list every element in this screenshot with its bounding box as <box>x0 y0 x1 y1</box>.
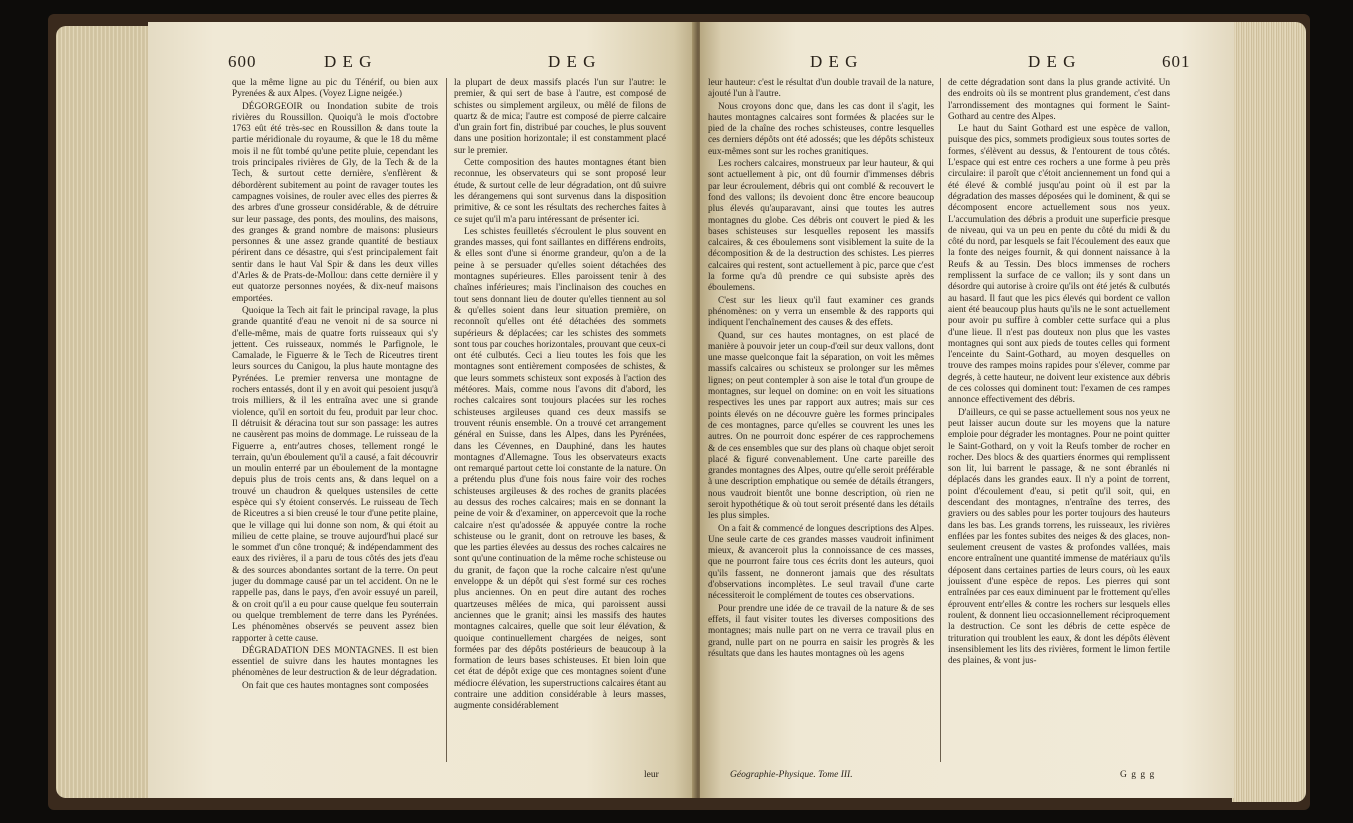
paragraph: On a fait & commencé de longues descriptions des Alpes. Une seule carte de ces grandes masses vaudroit infiniment mieux, & avanceroit plus la connoissance de ces masses, que ne pourront faire tous ces écrits dont les auteurs, quoi qu'ils fassent, ne donneront jamais que des résultats d'observations incomplètes. Le seul travail d'une carte nécessiteroit le complément de toutes ces observations. <box>708 523 934 602</box>
column-rule <box>940 78 941 762</box>
paragraph: On fait que ces hautes montagnes sont composées <box>242 680 429 691</box>
paragraph: DÉGORGEOIR ou Inondation subite de trois rivières du Roussillon. Quoiqu'à le mois d'octobre 1763 eût été très-sec en Roussillon & dans toute la partie méridionale du royaume, & que le 18 du même mois il ne fût tombé qu'une petite pluie, cependant les trois principales rivières de Gly, de la Tech & de la Tech, & surtout cette dernière, s'enflèrent & débordèrent subitement au point de ravager toutes les campagnes voisines, de rouler avec elles des pierres & des arbres d'une grosseur considérable, & de détruire sur leur passage, des ponts, des moulins, des maisons, des granges & grand nombre de maisons: plusieurs personnes & une assez grande quantité de bestiaux périrent dans ce désastre, qui s'est principalement fait sentir dans le haut Val Spir & dans les deux villes d'Arles & de Prats-de-Mollou: dans cette dernière il y eut quatorze personnes noyées, & dix-neuf maisons emportées. <box>232 101 438 304</box>
column-rule <box>446 78 447 762</box>
running-head-left-2: D E G <box>548 52 597 71</box>
paragraph: Quoique la Tech ait fait le principal ravage, la plus grande quantité d'eau ne venoit ni de sa source ni d'elle-même, mais de quatre forts ruisseaux qui s'y jettent. Ces ruisseaux, nommés le Parfignole, le Camalade, le Figuerre & le Tech de Riceutres tirent leurs sources du Canigou, la plus haute montagne des Pyrénées. Le premier renversa une montagne de rochers entassés, dont il y en avoit qui pesoient jusqu'à trois milliers, & il les entraîna avec une si grande violence, qu'il en sortoit du feu, produit par leur choc. Il détruisit & déracina tout sur son passage: les autres ne causèrent pas moins de dommage. Le ruisseau de la Figuerre a, entr'autres choses, tellement rongé le terrain, qu'un éboulement qu'il a causé, a fait découvrir un moulin enterré par un éboulement de la montagne depuis plus de trois cents ans, & dans lequel on a trouvé un chaudron & quelques ustensiles de cette espèce qui s'y étoient conservés. Le ruisseau de Tech de Riceutres a si bien creusé le tour d'une petite plaine, que le village qui lui donne son nom, & qui étoit au milieu de cette plaine, se trouve aujourd'hui placé sur le sommet d'un cône tronqué; & indépendamment des eaux des rivières, il a paru de tous côtés des jets d'eau & des sources abondantes sortant de la terre. On peut juger du dommage causé par un tel accident. On ne le rappelle pas, dans le pays, d'en avoir essuyé un pareil, & on croit qu'il a eu pour cause quelque feu souterrain ou quelque tremblement de terre dans les Pyrénées. Les phénomènes observés se peuvent assez bien rapporter à cette cause. <box>232 305 438 644</box>
left-page-edges <box>56 26 150 798</box>
signature-mark: G g g g <box>1120 770 1156 780</box>
paragraph: D'ailleurs, ce qui se passe actuellement sous nos yeux ne peut laisser aucun doute sur les moyens que la nature emploie pour dégrader les montagnes. Pour ne point quitter le Saint-Gothard, on y voit la Reufs tomber de rocher en rocher. Des blocs & des quartiers énormes qui remplissent son lit, lui barrent le passage, & ne sont ébranlés ni déplacés dans les grandes eaux. Il n'y a point de torrent, point d'écoulement d'eau, si petit qu'il soit, qui, en descendant des montagnes, n'entraîne des terres, des graviers ou des sables pour les porter toujours des hauteurs dans les bas. Les grands torrens, les ruisseaux, les rivières enflées par les fontes subites des neiges & des glaces, non-seulement creusent de vastes & profondes vallées, mais encore entraînent une quantité immense de matériaux qu'ils déposent dans certaines parties de leurs cours, où les eaux jouissent d'une espèce de repos. Les pierres qui sont entraînées par ces eaux diminuent par le frottement qu'elles éprouvent entr'elles & contre les rochers sur lesquels elles roulent, & donnent lieu occasionnellement réciproquement la destruction. Ce sont les débris de cette espèce de trituration qui troublent les eaux, & dont les dépôts élèvent insensiblement les lits des rivières, forment le limon fertile des plaines, & vont jus- <box>948 407 1170 667</box>
page-number-right: 601 <box>1162 52 1191 71</box>
running-head-left: D E G <box>324 52 373 71</box>
right-column-2 <box>948 78 1170 768</box>
paragraph: DÉGRADATION DES MONTAGNES. Il est bien essentiel de suivre dans les hautes montagnes les phénomènes de leur destruction & de leur dégradation. <box>232 645 438 679</box>
left-column-1 <box>232 78 438 764</box>
paragraph: leur hauteur: c'est le résultat d'un double travail de la nature, ajouté l'un à l'autre. <box>708 78 934 100</box>
paragraph: Cette composition des hautes montagnes étant bien reconnue, les observateurs qui se sont proposé leur étude, & surtout celle de leur dégradation, ont dû suivre les dérangemens qui sont survenus dans la disposition primitive, & ce sont les résultats des recherches faites à ce sujet qu'il m'a paru intéressant de présenter ici. <box>454 158 666 225</box>
paragraph: Le haut du Saint Gothard est une espèce de vallon, puisque des pics, sommets prodigieux sous toutes sortes de formes, s'élèvent au dessus, & l'entourent de tous côtés. L'espace qui est entre ces rochers a une forme à peu près circulaire: il paroît que c'étoit anciennement un fond qui a été élevé & comblé jusqu'au point où il est par la dégradation des masses déposées qui le dominent, & qui se décomposent encore actuellement sous nos yeux. L'accumulation des débris a produit une superficie presque de niveau, qui va un peu en pente du côté du midi & du côté du nord, par lesquels se fait l'écoulement des eaux que la fonte des neiges fournit, & qui donnent naissance à la Reufs & au Tessin. Des blocs immenses de rochers remplissent la surface de ce vallon; ils y sont dans un désordre qui autorise à croire qu'ils ont été jetés & culbutés au hasard. Il faut que les pics élevés qui bordent ce vallon aient été beaucoup plus hauts qu'ils ne le sont actuellement pour avoir pu suffire à combler cette surface qui a plus d'une lieue. Il n'est pas douteux non plus que les vastes montagnes qui sont aux pieds de toutes celles qui forment l'enceinte du Saint-Gothard, au moyen desquelles on trouve des rampes moins rapides pour s'élever, comme par degrés, à cette hauteur, ne doivent leur existence aux débris de ces colosses qui dominent tout: l'examen de ces rampes annonce effectivement des débris. <box>948 124 1170 406</box>
paragraph: la plupart de deux massifs placés l'un sur l'autre: le premier, & qui sert de base à l'autre, est composé de schistes ou simplement argileux, ou mêlé de filons de quartz & de mica; l'autre est composé de pierre calcaire d'un grain fort fin, distribué par couches, le plus souvent dans une position horizontale; il est constamment placé sur le premier. <box>454 78 666 156</box>
page-number-left: 600 <box>228 52 257 71</box>
left-column-2 <box>454 78 666 764</box>
right-page <box>700 22 1234 798</box>
footer-title: Géographie-Physique. Tome III. <box>730 770 853 780</box>
paragraph: Les schistes feuilletés s'écroulent le plus souvent en grandes masses, qui font saillantes en différens endroits, & elles sont d'une si énorme grandeur, qu'on a de la peine à se persuader qu'elles soient détachées des montagnes supérieures. Elles paroissent tenir à des chaînes inférieures; mais l'inclinaison des couches en tout sens donnant lieu de douter qu'elles tiennent au sol & qu'elles soient dans leur situation première, on reconnoît qu'elles ont été détachées des sommets supérieurs & déplacées; car les schistes des sommets sont tous par couches horizontales, prouvant que ceux-ci ont été culbutés. Ceci a lieu toutes les fois que les montagnes sont entièrement composées de schistes, & que leurs sommets schisteux sont exposés à l'action des météores. Mais, comme nous l'avons dit d'abord, les roches calcaires sont toujours placées sur les roches schisteuses argileuses quand ces deux massifs se trouvent réunis ensemble. On a trouvé cet arrangement général en Suisse, dans les Alpes, dans les Pyrénées, dans les Cévennes, en Dauphiné, dans les hautes montagnes d'Allemagne. Tous les observateurs exacts ont remarqué partout cette loi constante de la nature. On a prétendu plus d'une fois nous faire voir des roches schisteuses argileuses & des roches de granits placées au dessus des roches calcaires; mais en se donnant la peine de voir & d'examiner, on appercevoit que la roche calcaire n'est qu'adossée & appuyée contre la roche schisteuse ou le granit, dont on retrouve les bases, & que les parties élevées au dessus des roches calcaires ne sont qu'une continuation de la même roche schisteuse ou du granit, de façon que la roche calcaire n'est qu'une enveloppe & un dépôt qui s'est formé sur ces roches plus anciennes. On en peut dire autant des roches quartzeuses mêlées de mica, qui paroissent aussi anciennes que le granit; ainsi les massifs des hautes montagnes calcaires, quelle que soit leur élévation, & quoique continuellement chargées de neiges, sont formées par des dépôts postérieurs de beaucoup à la formation de leurs bases schisteuses. Et bien loin que cet état de dépôt exige que ces montagnes soient d'une médiocre élévation, les superstructions calcaires étant au contraire une addition considérable à leurs masses, augmente considérablement <box>454 226 666 712</box>
paragraph: Pour prendre une idée de ce travail de la nature & de ses effets, il faut visiter toutes les diverses compositions des montagnes; mais nulle part on ne verra ce travail plus en grand, nulle part on ne pourra en saisir les progrès & les résultats que dans les hautes montagnes où les agens <box>708 603 934 659</box>
catchword: leur <box>644 770 659 780</box>
paragraph: C'est sur les lieux qu'il faut examiner ces grands phénomènes: on y verra un ensemble & des rapports qui indiquent l'enchaînement des causes & des effets. <box>708 295 934 329</box>
paragraph: Les rochers calcaires, monstrueux par leur hauteur, & qui sont actuellement à pic, ont dû fournir d'immenses débris par leur écroulement, débris qui ont comblé & recouvert le fond des vallons; ils devoient donc être encore beaucoup plus élevés qu'auparavant, ainsi que toutes les autres montagnes du globe. Ces débris ont couvert le pied & les bases schisteuses sur lesquelles reposent les massifs calcaires, & ces éboulemens sont visiblement la suite de la décomposition & de la destruction des schistes. Les pierres calcaires qui restent, sont actuellement à pic, parce que c'est la forme qu'a dû prendre ce qui subsiste après des éboulemens. <box>708 159 934 294</box>
paragraph: Quand, sur ces hautes montagnes, on est placé de manière à pouvoir jeter un coup-d'œil sur deux vallons, dont une masse quelconque fait la séparation, on voit les mêmes massifs calcaires ou schisteux se prolonger sur les mêmes lignes; on peut contempler à son aise le total d'un groupe de montagnes, sur lequel on domine: on en voit les situations respectives les unes par rapport aux autres; mais sur ces points élevés on ne découvre guère les formes principales de ces montagnes, parce qu'elles se couvrent les unes les autres. On ne pourroit donc espérer de ces rapprochemens & de ces ensembles que sur des plans où chaque objet seroit placé & figuré convenablement. Une carte pareille des grandes montagnes des Alpes, outre qu'elle seroit préférable à une description emphatique ou semée de détails étrangers, nous vaudroit bientôt une bonne description, où rien ne seroit hypothétique & où tout seroit présenté dans les détails les plus simples. <box>708 330 934 522</box>
left-page <box>148 22 696 798</box>
paragraph: que la même ligne au pic du Ténérif, ou bien aux Pyrenées & aux Alpes. (Voyez Ligne neigée.) <box>232 78 438 100</box>
paragraph: Nous croyons donc que, dans les cas dont il s'agit, les hautes montagnes calcaires sont formées & placées sur le pied de la chaîne des roches schisteuses, contre lesquelles ces derniers dépôts ont été adossés; que les dépôts schisteux eux-mêmes sont sur les roches granitiques. <box>708 101 934 157</box>
running-head-right: D E G <box>1028 52 1077 71</box>
paragraph: de cette dégradation sont dans la plus grande activité. Un des endroits où ils se montrent plus grandement, c'est dans l'arrondissement des montagnes qui forment le Saint-Gothard au centre des Alpes. <box>948 78 1170 122</box>
running-head-right-1: D E G <box>810 52 859 71</box>
right-column-1 <box>708 78 934 754</box>
right-page-edges <box>1232 22 1306 802</box>
